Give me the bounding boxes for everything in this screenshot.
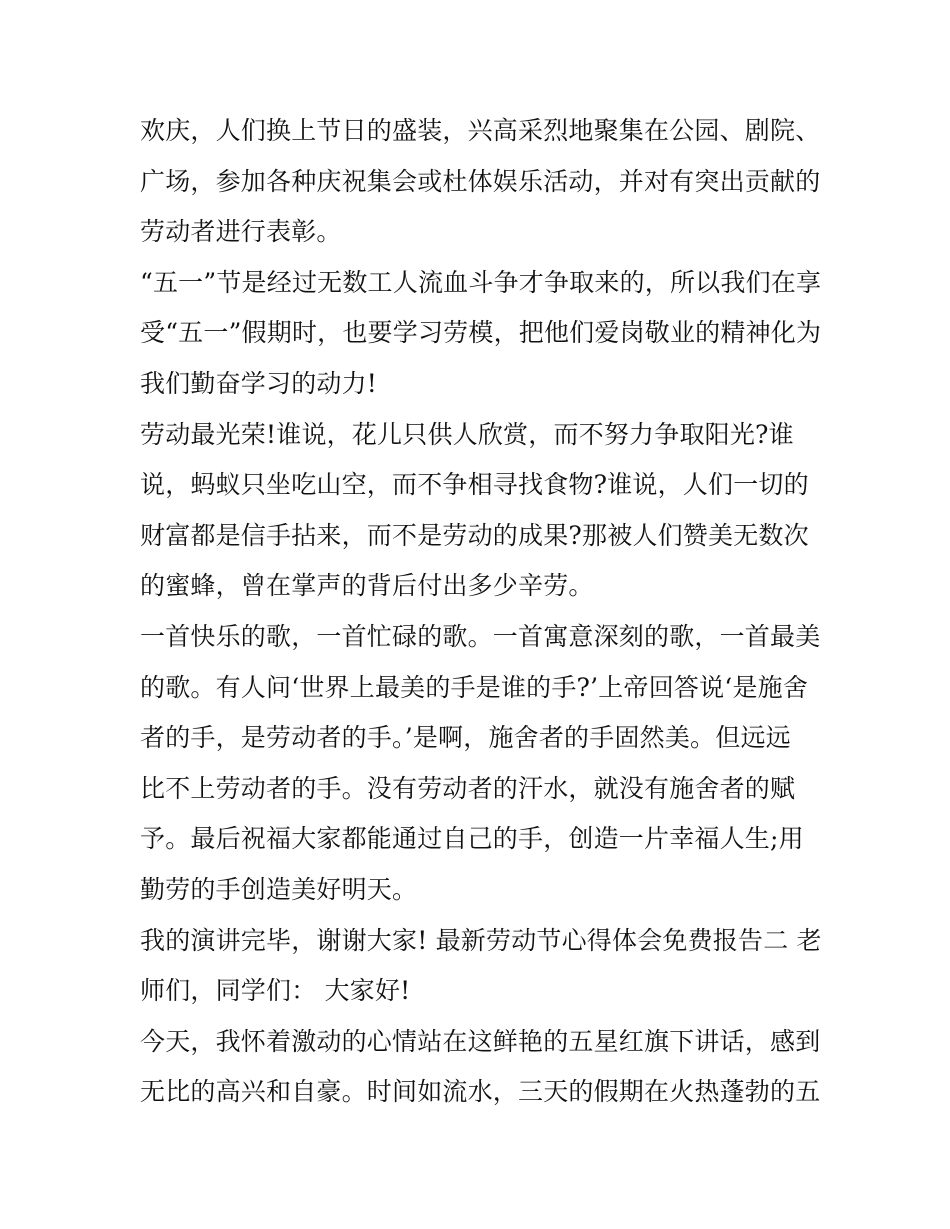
text-line: 劳动最光荣!谁说，花儿只供人欣赏，而不努力争取阳光?谁: [140, 419, 794, 449]
text-line: 勤劳的手创造美好明天。: [140, 874, 418, 904]
text-line: 者的手，是劳动者的手。’是啊，施舍者的手固然美。但远远: [140, 723, 791, 753]
text-line: 受“五一”假期时，也要学习劳模，把他们爱岗敬业的精神化为: [140, 318, 822, 348]
paragraph-1: [140, 106, 820, 258]
text-line: 一首快乐的歌，一首忙碌的歌。一首寓意深刻的歌，一首最美: [140, 621, 821, 651]
text-line: 的歌。有人问‘世界上最美的手是谁的手?’上帝回答说‘是施舍: [140, 672, 809, 702]
text-line: 比不上劳动者的手。没有劳动者的汗水，就没有施舍者的赋: [140, 773, 796, 803]
text-line: 的蜜蜂，曾在掌声的背后付出多少辛劳。: [140, 571, 594, 601]
text-line: 今天，我怀着激动的心情站在这鲜艳的五星红旗下讲话，感到: [140, 1026, 821, 1056]
text-line: 劳动者进行表彰。: [140, 217, 342, 247]
text-line: 无比的高兴和自豪。时间如流水，三天的假期在火热蓬勃的五: [140, 1077, 821, 1107]
text-line: 我们勤奋学习的动力!: [140, 368, 378, 398]
text-line: 欢庆，人们换上节日的盛装，兴高采烈地聚集在公园、剧院、: [140, 116, 821, 145]
paragraph-5: [140, 916, 820, 1017]
document-body: [140, 106, 820, 1118]
text-line: 说，蚂蚁只坐吃山空，而不争相寻找食物?谁说，人们一切的: [140, 470, 809, 500]
paragraph-4: [140, 612, 820, 916]
text-line: 我的演讲完毕，谢谢大家! 最新劳动节心得体会免费报告二 老: [140, 925, 822, 955]
paragraph-3: [140, 410, 820, 612]
text-line: 财富都是信手拈来，而不是劳动的成果?那被人们赞美无数次: [140, 520, 809, 550]
text-line: 师们，同学们： 大家好!: [140, 976, 411, 1006]
paragraph-2: [140, 258, 820, 410]
text-line: “五一”节是经过无数工人流血斗争才争取来的，所以我们在享: [140, 267, 822, 297]
text-line: 予。最后祝福大家都能通过自己的手，创造一片幸福人生;用: [140, 824, 804, 854]
paragraph-6: [140, 1017, 820, 1118]
text-line: 广场，参加各种庆祝集会或杜体娱乐活动，并对有突出贡献的: [140, 166, 821, 196]
